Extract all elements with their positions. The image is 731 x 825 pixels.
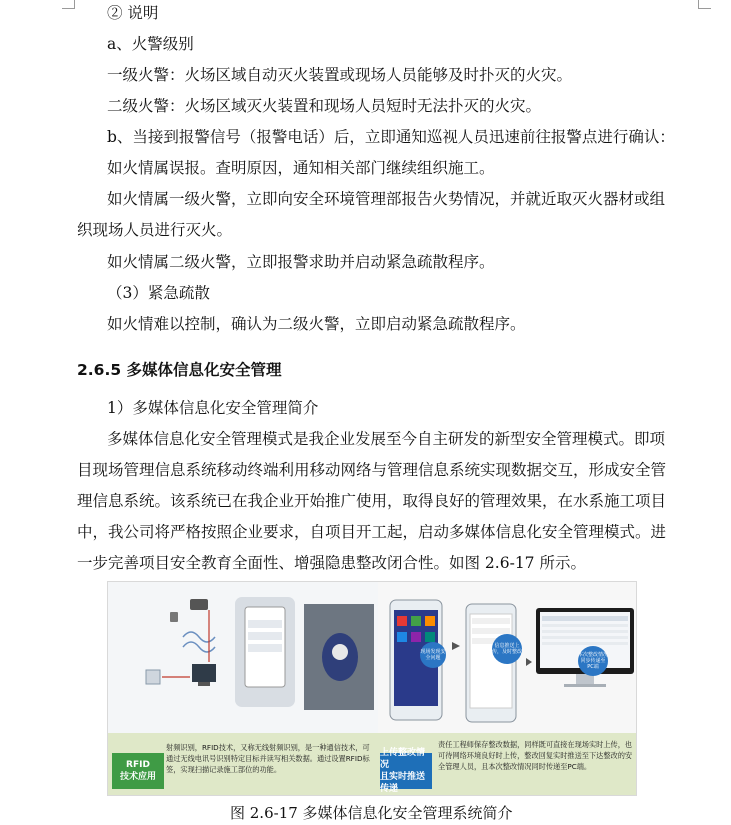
paragraph: 如火情属一级火警，立即向安全环境管理部报告火势情况，并就近取灭火器材或组 [107, 190, 666, 208]
rfid-badge-line: RFID [126, 760, 150, 770]
rfid-card-icon [146, 670, 160, 684]
paragraph: 理信息系统。该系统已在我企业开始推广使用，取得良好的管理效果，在水系施工项目 [77, 492, 667, 510]
callout-bubble: 信息推送上传，及时整改 [492, 634, 522, 664]
rfid-illustration [108, 582, 378, 733]
paragraph: b、当接到报警信号（报警电话）后，立即通知巡视人员迅速前往报警点进行确认： [107, 128, 675, 146]
paragraph: 中，我公司将严格按照企业要求，自项目开工起，启动多媒体信息化安全管理模式。进 [77, 523, 667, 541]
callout-bubble: 现场发现安全问题 [420, 642, 446, 668]
signal-wave-icon [183, 642, 215, 652]
margin-mark-left [62, 0, 75, 9]
rfid-badge-line: 技术应用 [119, 772, 156, 782]
signal-wave-icon [183, 632, 215, 642]
rfid-description: 射频识别，RFID技术，又称无线射频识别，是一种通信技术，可通过无线电讯号识别特定目标并读写相关数据。通过设置RFID标签，实现扫描记录施工部位的功能。 [166, 743, 370, 774]
paragraph: a、火警级别 [107, 35, 194, 53]
upload-badge-line: 且实时推送传递 [380, 772, 426, 794]
paragraph: 如火情难以控制，确认为二级火警，立即启动紧急疏散程序。 [107, 315, 526, 333]
paragraph: 如火情属误报。查明原因，通知相关部门继续组织施工。 [107, 159, 495, 177]
computer-monitor-icon [192, 664, 216, 682]
paragraph: 如火情属二级火警，立即报警求助并启动紧急疏散程序。 [107, 253, 495, 271]
paragraph: 目现场管理信息系统移动终端利用移动网络与管理信息系统实现数据交互，形成安全管 [77, 461, 667, 479]
callout-bubble: 本次整改情况同步传递至PC端 [578, 646, 608, 676]
upload-badge-line: 上传整改情况 [380, 748, 426, 770]
upload-description: 责任工程师保存整改数据，同样既可直接在现场实时上传，也可待网络环境良好时上传，整改回复实时推送至下达整改的安全管理人员，且本次整改情况同时传递至PC端。 [438, 740, 633, 771]
rfid-badge [112, 753, 164, 789]
paragraph: ② 说明 [107, 4, 159, 22]
upload-badge [380, 748, 432, 794]
computer-stand-icon [198, 682, 210, 686]
paragraph: 多媒体信息化安全管理模式是我企业发展至今自主研发的新型安全管理模式。即项 [107, 430, 666, 448]
paragraph: 一步完善项目安全教育全面性、增强隐患整改闭合性。如图 2.6-17 所示。 [77, 554, 586, 572]
paragraph: 一级火警：火场区域自动灭火装置或现场人员能够及时扑灭的火灾。 [107, 66, 573, 84]
figure-image [107, 581, 637, 796]
figure-caption: 图 2.6-17 多媒体信息化安全管理系统简介 [230, 804, 513, 822]
rfid-tag-icon [170, 612, 178, 622]
paragraph: 织现场人员进行灭火。 [77, 221, 233, 239]
paragraph: （3）紧急疏散 [107, 284, 210, 302]
paragraph: 二级火警：火场区域灭火装置和现场人员短时无法扑灭的火灾。 [107, 97, 542, 115]
rfid-reader-icon [190, 599, 208, 610]
margin-mark-right [698, 0, 711, 9]
subheading: 1）多媒体信息化安全管理简介 [107, 399, 319, 417]
section-heading: 2.6.5 多媒体信息化安全管理 [77, 361, 282, 379]
